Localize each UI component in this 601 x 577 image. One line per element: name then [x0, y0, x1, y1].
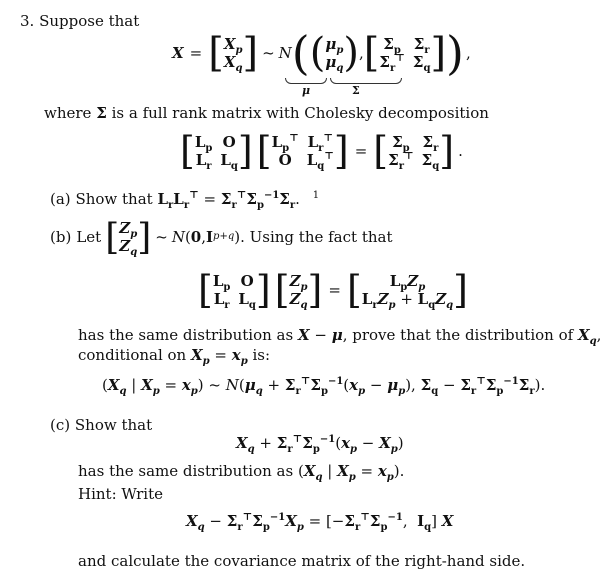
x-vector-symbol: X: [172, 44, 184, 62]
problem-intro: Suppose that: [39, 12, 140, 30]
part-b-statement-line1: has the same distribution as X − μ, prove that the distribution of $X_q$,: [78, 326, 601, 347]
mu-underbrace: [285, 78, 327, 84]
hint-equation: $X_q - \Sigma_r^⊤\Sigma_p^{-1}X_p = [-\Sigma_r^⊤\Sigma_p^{-1}$, $I_q$] X: [186, 512, 454, 533]
mu-underbrace-label: μ: [302, 84, 311, 97]
final-instruction: and calculate the covariance matrix of the right-hand side.: [78, 552, 526, 570]
sigma-block-matrix: [ $\Sigma_p$ $\Sigma_r$ $\Sigma_r^⊤$ $\Sigma_q$ ]: [363, 30, 447, 76]
part-a-label: (a): [50, 190, 71, 208]
mu-block-vector: ( $\mu_p$ $\mu_q$ ): [309, 30, 359, 76]
sigma-underbrace-label: Σ: [352, 84, 360, 97]
problem-number: 3.: [20, 12, 35, 30]
cholesky-equation: [ $L_p$ O $L_r$ $L_q$ ] [ $L_p^⊤$ $L_r^⊤$ O $L_q^⊤$ ] = [ $\Sigma_p$ $\Sigma_r$ $\Sigma_r^⊤$ $\Sigma_q$ ] .: [180, 129, 463, 173]
lz-equation: [ $L_p$ O $L_r$ $L_q$ ] [ $Z_p$ $Z_q$ ] = [ $L_pZ_p$ $L_rZ_p + L_qZ_q$ ]: [198, 268, 468, 312]
part-c-text: Show that: [74, 416, 153, 434]
sim-symbol: ~: [262, 44, 275, 62]
part-c-same-dist-line: has the same distribution as ($X_q$ | $X_p = x_p$).: [78, 462, 405, 483]
conditional-distribution-equation: ($X_q$ | $X_p = x_p$) ~ $N(\mu_q + \Sigma_r^⊤\Sigma_p^{-1}(x_p - \mu_p)$, $\Sigma_q - \Sigma_r^⊤\Sigma_p^{-1}\Sigma_r$).: [102, 376, 546, 397]
part-b-let: Let: [76, 228, 102, 246]
part-b-using: . Using the fact that: [240, 228, 393, 246]
problem-number-line: [20, 12, 139, 30]
footnote-marker: 1: [312, 190, 320, 201]
part-b-label: (b): [50, 228, 72, 246]
part-a: (a) Show that $L_rL_r^⊤ = \Sigma_r^⊤\Sigma_p^{-1}\Sigma_r$. $^1$: [50, 190, 320, 211]
sigma-underbrace: [330, 78, 402, 84]
full-rank-text: is a full rank matrix with Cholesky decomposition: [111, 104, 489, 122]
x-block-vector: [ $X_p$ $X_q$ ]: [208, 30, 259, 76]
part-a-text: Show that: [75, 190, 153, 208]
hint-line: Hint: Write: [78, 485, 164, 503]
part-c-intro: [50, 416, 152, 434]
full-rank-line: where Σ is a full rank matrix with Cholesky decomposition: [44, 104, 489, 122]
part-b-statement-line2: conditional on $X_p = x_p$ is:: [78, 346, 271, 367]
where-text: where: [44, 104, 92, 122]
part-c-expression: $X_q + \Sigma_r^⊤\Sigma_p^{-1}(x_p - X_p)$: [236, 434, 404, 455]
distribution-equation: X = [ $X_p$ $X_q$ ] ~ N ( ( $\mu_p$ $\mu_q$ ) , [ $\Sigma_p$ $\Sigma_r$ $\Sigma_r^⊤$ $\Sigma_q$ ] ) ,: [172, 26, 471, 80]
part-b-intro: (b) Let [ $Z_p$ $Z_q$ ] ~ N ( 0 , I p+q ) . Using the fact that: [50, 216, 393, 258]
part-c-label: (c): [50, 416, 71, 434]
normal-symbol: N: [278, 44, 292, 62]
